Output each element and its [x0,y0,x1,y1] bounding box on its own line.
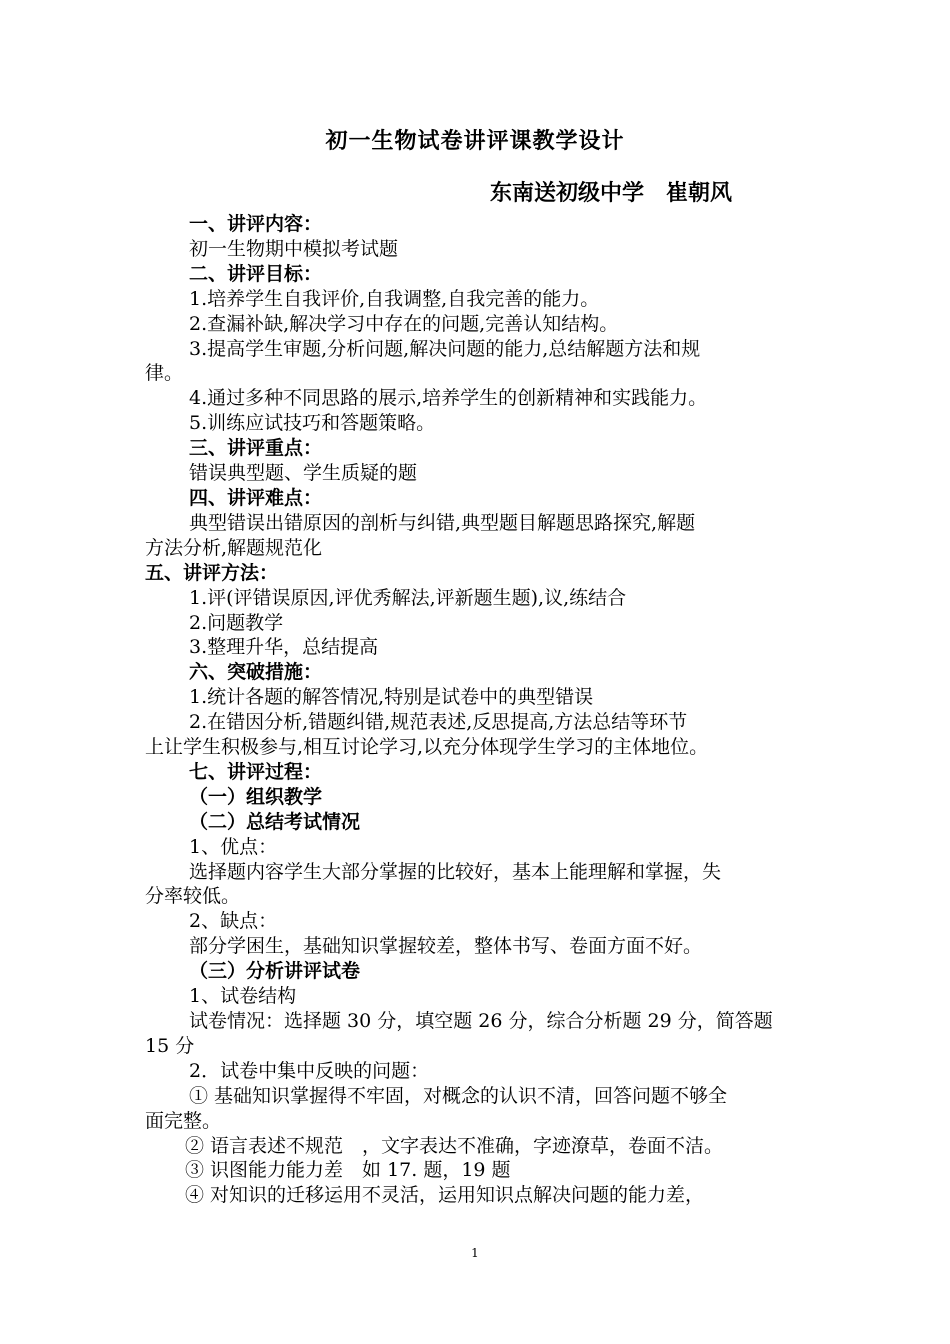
text-line: 1.培养学生自我评价,自我调整,自我完善的能力。 [189,287,600,310]
text-line: 2．试卷中集中反映的问题： [189,1059,430,1082]
text-line: ④ 对知识的迁移运用不灵活，运用知识点解决问题的能力差， [185,1184,705,1207]
section-heading: （三）分析讲评试卷 [189,960,361,983]
text-line: 部分学困生，基础知识掌握较差，整体书写、卷面方面不好。 [189,935,703,958]
document-body [145,212,810,1208]
section-heading: （二）总结考试情况 [189,810,361,833]
text-line: 5.训练应试技巧和答题策略。 [189,412,436,435]
text-line: 错误典型题、学生质疑的题 [189,462,418,485]
section-heading: 律。 [145,362,184,385]
section-heading: 二、讲评目标： [189,262,323,285]
author-line: 东南送初级中学 崔朝风 [489,180,732,206]
section-heading: 三、讲评重点： [189,437,323,460]
text-line: ① 基础知识掌握得不牢固，对概念的认识不清，回答问题不够全 [189,1084,728,1107]
text-line: 初一生物期中模拟考试题 [189,237,399,260]
section-heading: 上让学生积极参与,相互讨论学习,以充分体现学生学习的主体地位。 [145,736,709,759]
text-line: 3.整理升华，总结提高 [189,636,379,659]
section-heading: 方法分析,解题规范化 [145,536,323,559]
page-number: 1 [471,1246,479,1260]
section-heading: 面完整。 [145,1109,222,1132]
text-line: 2.问题教学 [189,611,284,634]
section-heading: 五、讲评方法： [145,561,279,584]
text-line: 选择题内容学生大部分掌握的比较好，基本上能理解和掌握，失 [189,860,722,883]
text-line: 3.提高学生审题,分析问题,解决问题的能力,总结解题方法和规 [189,337,701,360]
section-heading: 一、讲评内容： [189,213,323,235]
section-heading: 七、讲评过程： [189,760,323,783]
text-line: 4.通过多种不同思路的展示,培养学生的创新精神和实践能力。 [189,387,708,410]
document-title: 初一生物试卷讲评课教学设计 [325,128,625,154]
text-line: ③ 识图能力能力差 如 17. 题，19 题 [185,1159,511,1182]
text-line: 1、优点： [189,835,278,858]
text-line: 1、试卷结构 [189,985,297,1008]
text-line: 试卷情况：选择题 30 分，填空题 26 分，综合分析题 29 分，简答题 [189,1010,773,1032]
text-line: 典型错误出错原因的剖析与纠错,典型题目解题思路探究,解题 [189,511,696,534]
text-line: 2.在错因分析,错题纠错,规范表述,反思提高,方法总结等环节 [189,711,688,734]
text-line: 2、缺点： [189,910,278,933]
section-heading: 分率较低。 [145,885,241,908]
text-line: ② 语言表述不规范 ，文字表达不准确，字迹潦草，卷面不洁。 [185,1134,724,1157]
section-heading: 六、突破措施： [189,661,323,684]
section-heading: （一）组织教学 [189,785,323,808]
section-heading: 四、讲评难点： [189,486,323,509]
section-heading: 15 分 [145,1034,195,1057]
text-line: 1.评(评错误原因,评优秀解法,评新题生题),议,练结合 [189,586,627,609]
text-line: 2.查漏补缺,解决学习中存在的问题,完善认知结构。 [189,312,619,335]
text-line: 1.统计各题的解答情况,特别是试卷中的典型错误 [189,686,594,709]
